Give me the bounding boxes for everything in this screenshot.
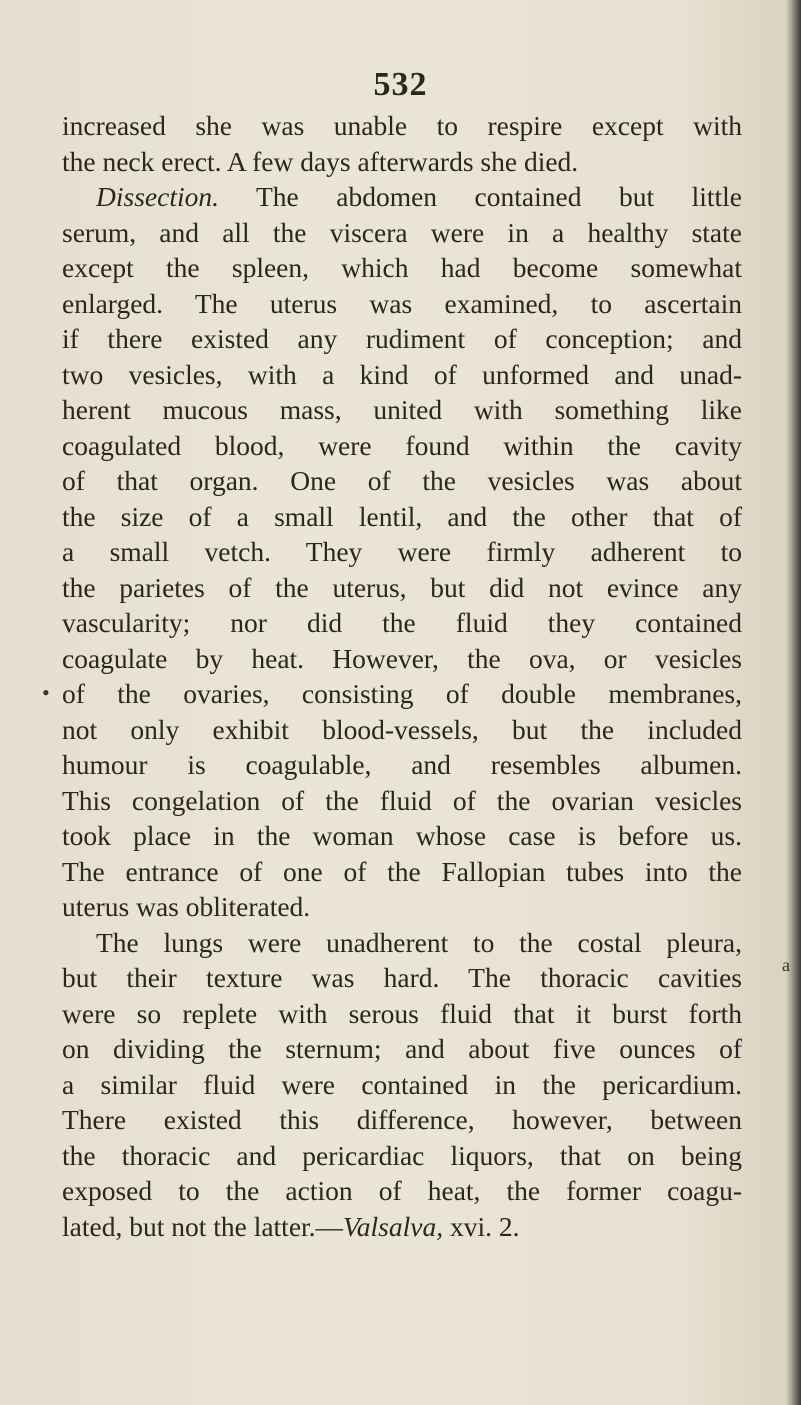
text-line: a similar fluid were contained in the pericardium. bbox=[62, 1068, 742, 1100]
text-line: enlarged. The uterus was examined, to ascertain bbox=[62, 287, 742, 319]
text-line: increased she was unable to respire except with bbox=[62, 110, 742, 141]
text-line: but their texture was hard. The thoracic cavities bbox=[62, 962, 742, 993]
text-line: The lungs were unadherent to the costal pleura, bbox=[96, 926, 742, 958]
text-line-rest: The abdomen contained but little bbox=[218, 181, 742, 212]
text-line bbox=[62, 1209, 742, 1245]
text-line: two vesicles, with a kind of unformed and unad- bbox=[62, 358, 742, 390]
text-line: of that organ. One of the vesicles was about bbox=[62, 465, 742, 496]
text-line: if there existed any rudiment of conception; and bbox=[62, 323, 742, 354]
page-edge-shadow bbox=[785, 0, 801, 1405]
text-line: There existed this difference, however, between bbox=[62, 1104, 742, 1135]
text-line: the size of a small lentil, and the other that of bbox=[62, 500, 742, 532]
text-line: the thoracic and pericardiac liquors, that on being bbox=[62, 1139, 742, 1171]
closing-text: lated, but not the latter.— bbox=[62, 1210, 344, 1242]
page-number: 532 bbox=[373, 66, 428, 103]
text-line: the parietes of the uterus, but did not evince any bbox=[62, 571, 742, 603]
text-line: The entrance of one of the Fallopian tubes into the bbox=[62, 855, 742, 887]
dissection-heading: Dissection. bbox=[96, 181, 219, 212]
text-line: This congelation of the fluid of the ovarian vesicles bbox=[62, 784, 742, 816]
text-line: uterus was obliterated. bbox=[62, 891, 311, 922]
citation-name: Valsalva, bbox=[343, 1210, 444, 1242]
text-line: of the ovaries, consisting of double membranes, bbox=[62, 678, 742, 709]
text-line: not only exhibit blood-vessels, but the included bbox=[62, 713, 742, 745]
margin-letter-mark: a bbox=[782, 955, 790, 975]
text-line: serum, and all the viscera were in a healthy state bbox=[62, 216, 742, 248]
text-line: a small vetch. They were firmly adherent to bbox=[62, 536, 742, 567]
text-line: coagulate by heat. However, the ova, or vesicles bbox=[62, 642, 742, 674]
text-line: on dividing the sternum; and about five ounces of bbox=[62, 1033, 742, 1064]
text-line: were so replete with serous fluid that it burst forth bbox=[62, 997, 742, 1029]
text-line: vascularity; nor did the fluid they contained bbox=[62, 607, 742, 638]
text-line: exposed to the action of heat, the former coagu- bbox=[62, 1175, 742, 1206]
text-line: coagulated blood, were found within the cavity bbox=[62, 429, 742, 461]
text-line: humour is coagulable, and resembles albumen. bbox=[62, 749, 742, 780]
margin-dot-mark: • bbox=[42, 680, 50, 705]
text-line: except the spleen, which had become somewhat bbox=[62, 252, 742, 283]
text-line: took place in the woman whose case is before us. bbox=[62, 820, 742, 851]
body-text bbox=[62, 108, 742, 1244]
text-line bbox=[62, 179, 742, 215]
text-line: the neck erect. A few days afterwards she died. bbox=[62, 145, 579, 177]
text-line: herent mucous mass, united with something like bbox=[62, 394, 742, 425]
citation-ref: xvi. 2. bbox=[443, 1210, 520, 1242]
